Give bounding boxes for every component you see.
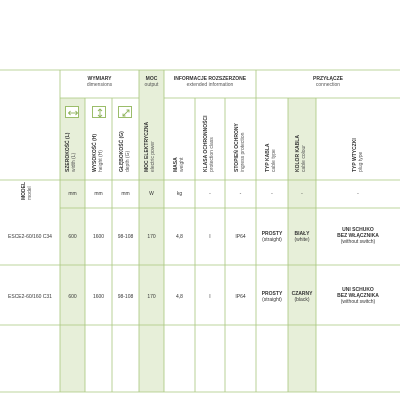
plug-line-3: (without switch) (340, 239, 376, 245)
col-height-label: WYSOKOŚĆ (H) (92, 133, 98, 172)
cable-type-sub: (straight) (262, 237, 282, 243)
cell-weight: 4,8 (176, 234, 183, 240)
height-arrows-icon (92, 106, 106, 118)
col-ingress-header (235, 123, 246, 172)
col-height-sub: height (H) (97, 150, 104, 172)
col-protection-header (204, 116, 215, 172)
col-ingress-sub: ingress protection (239, 132, 246, 172)
depth-arrows-icon (118, 106, 132, 118)
header-output-sub: output (144, 82, 159, 88)
col-weight-label: MASA (173, 157, 179, 172)
cell-cable-colour (288, 231, 316, 243)
unit-cable-colour: - (301, 191, 303, 197)
cell-width: 600 (68, 294, 77, 300)
header-model-label: MODEL (21, 181, 27, 200)
header-output-label: MOC (145, 76, 158, 82)
header-connection (256, 76, 400, 88)
unit-weight: kg (176, 191, 183, 197)
header-model (22, 182, 33, 200)
cell-protection: I (209, 294, 211, 300)
col-width-header (66, 133, 77, 172)
cell-height: 1600 (92, 294, 105, 300)
cell-weight: 4,8 (176, 294, 183, 300)
row-model: ESCE2-60/160 C31 (8, 294, 52, 300)
cell-height: 1600 (92, 234, 105, 240)
header-output (139, 76, 164, 88)
cell-cable-type (256, 231, 288, 243)
plug-line-3: (without switch) (340, 299, 376, 305)
unit-plug: - (357, 191, 359, 197)
cell-depth: 98-108 (117, 234, 134, 240)
cable-type-sub: (straight) (262, 297, 282, 303)
col-weight-sub: weight (178, 157, 185, 172)
col-plug-header (353, 138, 364, 172)
col-cable-colour-label: KOLOR KABLA (295, 135, 301, 172)
cell-power: 170 (147, 234, 156, 240)
unit-protection: - (209, 191, 211, 197)
header-connection-label: PRZYŁĄCZE (313, 76, 343, 82)
unit-height: mm (94, 191, 103, 197)
unit-cable-type: - (271, 191, 273, 197)
cell-protection: I (209, 234, 211, 240)
cable-colour-sub: (white) (294, 237, 310, 243)
header-extended (164, 76, 256, 88)
cable-colour-value: CZARNY (291, 291, 313, 297)
header-dimensions (60, 76, 139, 88)
unit-width: mm (68, 191, 77, 197)
col-protection-sub: protection class (208, 137, 215, 172)
col-power-sub: electric power (149, 141, 156, 172)
unit-depth: mm (121, 191, 130, 197)
col-weight-header (174, 157, 185, 172)
col-ingress-label: STOPIEŃ OCHRONY (234, 123, 240, 172)
cell-plug (316, 227, 400, 245)
col-cable-type-sub: cable type (270, 149, 277, 172)
cell-power: 170 (147, 294, 156, 300)
header-dimensions-sub: dimensions (86, 82, 113, 88)
cable-colour-value: BIAŁY (294, 231, 310, 237)
col-width-sub: width (L) (70, 152, 77, 172)
col-cable-type-label: TYP KABLA (265, 143, 271, 172)
unit-ingress: - (239, 191, 242, 197)
col-plug-sub: plug type (357, 151, 364, 172)
cell-cable-type (256, 291, 288, 303)
header-extended-label: INFORMACJE ROZSZERZONE (173, 76, 247, 82)
cell-ingress: IP64 (235, 234, 246, 240)
unit-power: W (149, 191, 154, 197)
plug-line-2: BEZ WŁĄCZNIKA (337, 293, 379, 299)
header-connection-sub: connection (315, 82, 341, 88)
header-model-sub: model (26, 186, 33, 200)
col-plug-label: TYP WTYCZKI (352, 138, 358, 172)
col-power-label: MOC ELEKTRYCZNA (144, 121, 150, 172)
row-model: ESCE2-60/160 C34 (8, 234, 52, 240)
cell-width: 600 (68, 234, 77, 240)
col-depth-header (120, 131, 131, 172)
width-arrows-icon (65, 106, 79, 118)
col-cable-colour-sub: cable colour (300, 145, 307, 172)
plug-line-2: BEZ WŁĄCZNIKA (337, 233, 379, 239)
plug-line-1: UNI SCHUKO (342, 287, 374, 293)
cable-type-value: PROSTY (261, 231, 283, 237)
cell-plug (316, 287, 400, 305)
cell-ingress: IP64 (235, 294, 246, 300)
col-width-label: SZEROKOŚĆ (L) (65, 132, 71, 172)
cell-cable-colour (288, 291, 316, 303)
header-dimensions-label: WYMIARY (87, 76, 112, 82)
col-protection-label: KLASA OCHRONNOŚCI (203, 115, 209, 172)
cell-depth: 98-108 (117, 294, 134, 300)
col-power-header (145, 122, 156, 172)
col-depth-label: GŁĘBOKOŚĆ (G) (119, 131, 125, 172)
header-extended-sub: extended information (186, 82, 234, 88)
col-cable-colour-header (296, 135, 307, 172)
col-cable-type-header (266, 143, 277, 172)
col-height-header (93, 134, 104, 172)
cable-type-value: PROSTY (261, 291, 283, 297)
col-depth-sub: depth (G) (124, 150, 131, 172)
cable-colour-sub: (black) (294, 297, 310, 303)
plug-line-1: UNI SCHUKO (342, 227, 374, 233)
